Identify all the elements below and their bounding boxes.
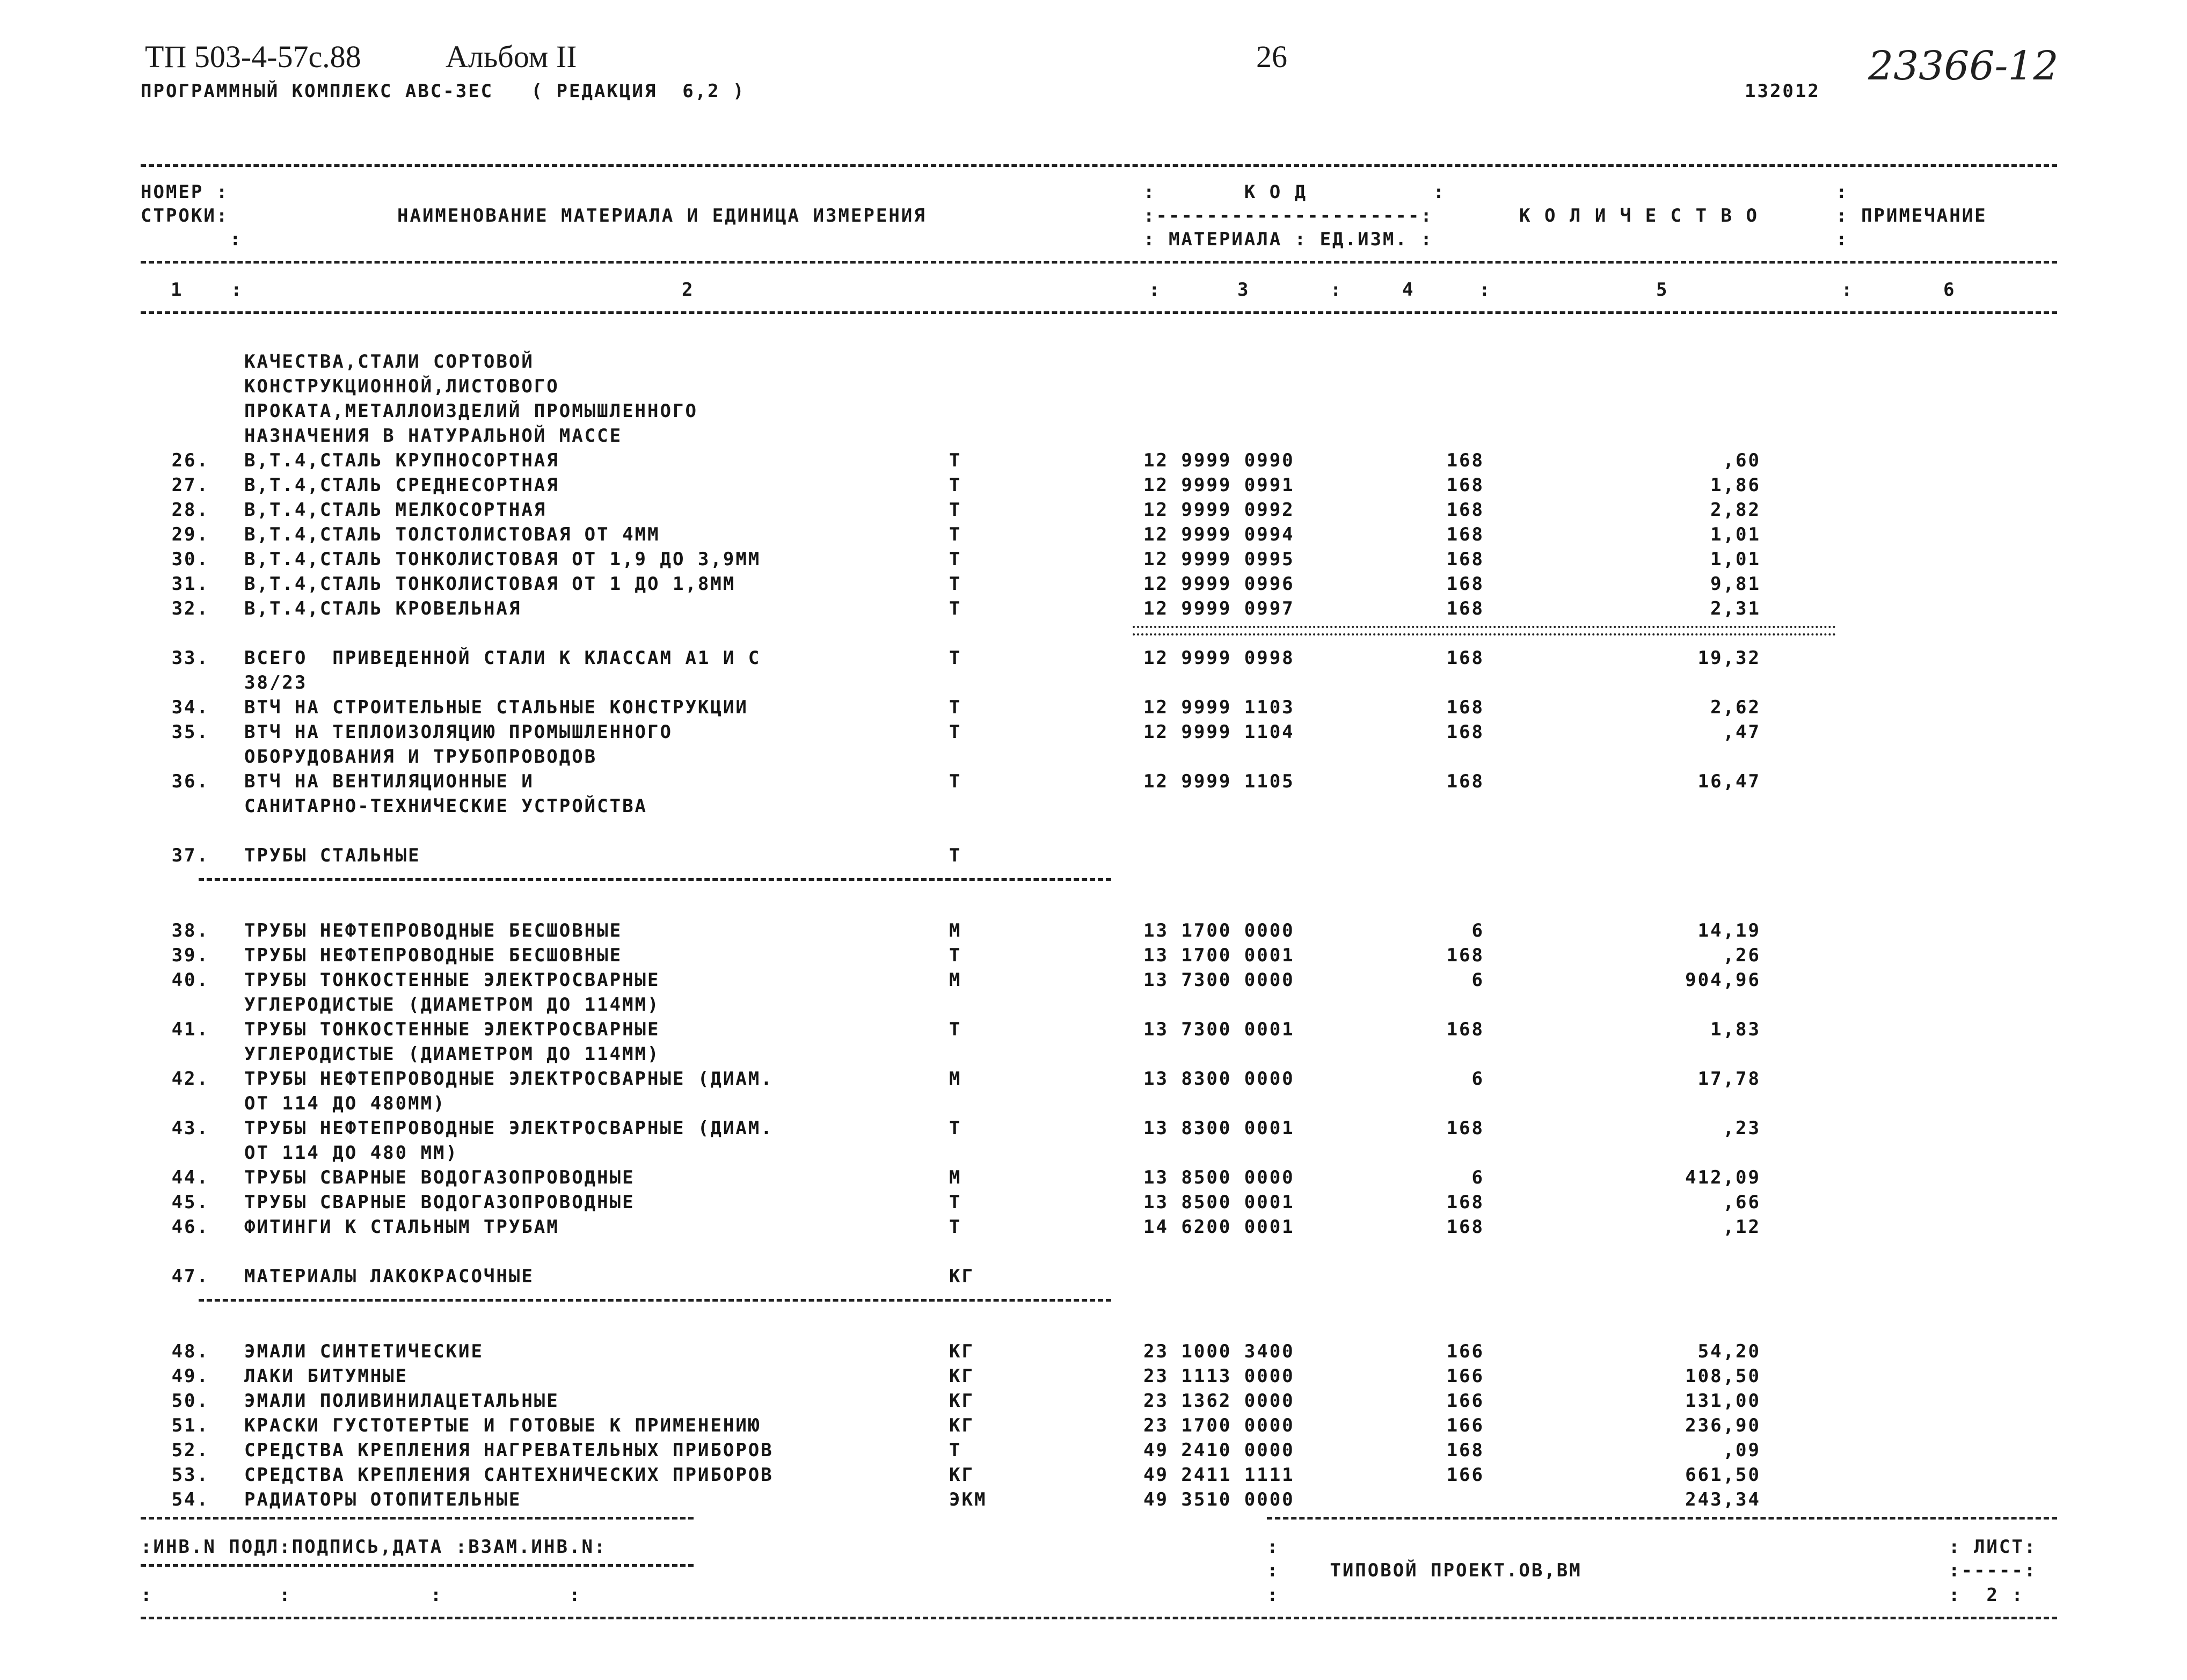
col-sep: : [1479,279,1492,301]
material-name-cont: УГЛЕРОДИСТЫЕ (ДИАМЕТРОМ ДО 114ММ) [244,994,660,1016]
quantity: ,23 [1723,1117,1761,1139]
col-sep: : [1149,279,1162,301]
material-name: В,Т.4,СТАЛЬ СРЕДНЕСОРТНАЯ [244,474,559,496]
material-code: 13 8300 0001 [1143,1117,1295,1139]
unit-code: 168 [1446,697,1484,718]
material-code: 12 9999 0995 [1143,549,1295,570]
footer-bottom-rule [141,1617,2057,1619]
unit: Т [949,647,962,669]
material-code: 13 1700 0000 [1143,920,1295,941]
unit-code: 166 [1446,1365,1484,1387]
row-number: 43. [171,1117,209,1139]
unit-code: 168 [1446,549,1484,570]
unit-code: 166 [1446,1390,1484,1412]
unit: Т [949,721,962,743]
page-number: 26 [1256,39,1287,74]
material-code: 13 8300 0000 [1143,1068,1295,1090]
header-bottom-rule [141,311,2057,314]
quantity: ,47 [1723,721,1761,743]
unit: КГ [949,1365,974,1387]
group-rule [199,1299,1111,1302]
table-row [0,524,2187,549]
quantity: ,66 [1723,1192,1761,1213]
quantity: 2,62 [1710,697,1761,718]
quantity: ,60 [1723,450,1761,471]
table-row [0,647,2187,672]
unit: Т [949,1117,962,1139]
intro-text-line: КОНСТРУКЦИОННОЙ,ЛИСТОВОГО [244,376,559,397]
handwritten-number: 23366-12 [1868,43,2059,89]
stamp-mid-rule [141,1564,694,1567]
material-code: 13 7300 0001 [1143,1019,1295,1040]
material-code: 23 1000 3400 [1143,1341,1295,1362]
row-number: 35. [171,721,209,743]
unit: М [949,920,962,941]
row-number: 51. [171,1415,209,1436]
row-number: 37. [171,845,209,866]
material-name: ВТЧ НА ТЕПЛОИЗОЛЯЦИЮ ПРОМЫШЛЕННОГО [244,721,673,743]
quantity: 16,47 [1697,771,1761,792]
unit: Т [949,697,962,718]
unit-code: 168 [1446,573,1484,595]
unit: ЭКМ [949,1489,987,1510]
quantity: 1,01 [1710,524,1761,545]
unit: Т [949,771,962,792]
unit-code: 168 [1446,499,1484,521]
material-name: ТРУБЫ НЕФТЕПРОВОДНЫЕ БЕСШОВНЫЕ [244,945,623,966]
table-row [0,1216,2187,1241]
row-number: 26. [171,450,209,471]
col-number-3: 3 [1237,279,1250,301]
row-number: 36. [171,771,209,792]
row-number: 46. [171,1216,209,1238]
intro-text-line: ПРОКАТА,МЕТАЛЛОИЗДЕЛИЙ ПРОМЫШЛЕННОГО [244,400,698,422]
material-name: В,Т.4,СТАЛЬ КРУПНОСОРТНАЯ [244,450,559,471]
table-row [0,1464,2187,1489]
row-number: 28. [171,499,209,521]
row-number: 41. [171,1019,209,1040]
header-mid-rule [141,261,2057,264]
material-name: В,Т.4,СТАЛЬ ТОНКОЛИСТОВАЯ ОТ 1,9 ДО 3,9ММ [244,549,761,570]
material-name: ТРУБЫ СВАРНЫЕ ВОДОГАЗОПРОВОДНЫЕ [244,1192,635,1213]
quantity: 2,82 [1710,499,1761,521]
quantity: 9,81 [1710,573,1761,595]
col-number-1: 1 [171,279,184,301]
table-row [0,945,2187,969]
unit: М [949,1068,962,1090]
stamp-labels: :ИНВ.N ПОДЛ:ПОДПИСЬ,ДАТА :ВЗАМ.ИНВ.N: [141,1536,607,1558]
table-row-continuation [0,672,2187,697]
col-sep: : [231,279,244,301]
unit: КГ [949,1341,974,1362]
quantity: 904,96 [1685,969,1761,991]
material-code: 12 9999 0991 [1143,474,1295,496]
row-number: 52. [171,1440,209,1461]
material-name-cont: ОТ 114 ДО 480ММ) [244,1093,446,1114]
table-row [0,450,2187,474]
col-number-6: 6 [1943,279,1956,301]
unit: Т [949,499,962,521]
table-row [0,573,2187,598]
unit: Т [949,598,962,619]
album-label: Альбом II [446,39,577,74]
table-row [0,499,2187,524]
material-name: КРАСКИ ГУСТОТЕРТЫЕ И ГОТОВЫЕ К ПРИМЕНЕНИЮ [244,1415,761,1436]
table-row [0,1365,2187,1390]
table-row [0,1117,2187,1142]
quantity: 1,01 [1710,549,1761,570]
material-code: 23 1362 0000 [1143,1390,1295,1412]
unit-code: 168 [1446,1117,1484,1139]
unit-code: 166 [1446,1415,1484,1436]
table-row [0,920,2187,945]
project-title: : ТИПОВОЙ ПРОЕКТ.ОВ,ВМ [1267,1560,1582,1581]
material-code: 23 1113 0000 [1143,1365,1295,1387]
quantity: 412,09 [1685,1167,1761,1188]
table-row-continuation [0,1093,2187,1117]
material-name: РАДИАТОРЫ ОТОПИТЕЛЬНЫЕ [244,1489,522,1510]
quantity: 661,50 [1685,1464,1761,1486]
table-row-continuation [0,994,2187,1019]
table-row [0,845,2187,870]
quantity: ,09 [1723,1440,1761,1461]
table-row [0,1167,2187,1192]
table-row-continuation [0,1043,2187,1068]
row-number: 29. [171,524,209,545]
header-name: НАИМЕНОВАНИЕ МАТЕРИАЛА И ЕДИНИЦА ИЗМЕРЕНИЯ [397,205,927,227]
material-name: В,Т.4,СТАЛЬ МЕЛКОСОРТНАЯ [244,499,547,521]
unit: Т [949,450,962,471]
material-code: 14 6200 0001 [1143,1216,1295,1238]
quantity: 108,50 [1685,1365,1761,1387]
material-code: 13 7300 0000 [1143,969,1295,991]
table-row-continuation [0,746,2187,771]
unit-code: 168 [1446,771,1484,792]
material-code: 49 2410 0000 [1143,1440,1295,1461]
unit-code: 168 [1446,598,1484,619]
header-row-no-3: : [230,229,243,250]
col-number-5: 5 [1656,279,1669,301]
material-code: 12 9999 0992 [1143,499,1295,521]
unit: КГ [949,1464,974,1486]
unit-code: 168 [1446,450,1484,471]
header-note-colon-top: : [1836,181,1849,203]
row-number: 38. [171,920,209,941]
software-line: ПРОГРАММНЫЙ КОМПЛЕКС АВС-3ЕС ( РЕДАКЦИЯ 6,2 ) [141,81,746,102]
material-code: 12 9999 0996 [1143,573,1295,595]
quantity: 14,19 [1697,920,1761,941]
unit-code: 168 [1446,945,1484,966]
row-number: 32. [171,598,209,619]
unit-code: 166 [1446,1464,1484,1486]
material-name: В,Т.4,СТАЛЬ ТОНКОЛИСТОВАЯ ОТ 1 ДО 1,8ММ [244,573,736,595]
material-name: СРЕДСТВА КРЕПЛЕНИЯ САНТЕХНИЧЕСКИХ ПРИБОРОВ [244,1464,774,1486]
row-number: 54. [171,1489,209,1510]
table-row-continuation [0,795,2187,820]
quantity: 1,83 [1710,1019,1761,1040]
row-number: 27. [171,474,209,496]
row-number: 48. [171,1341,209,1362]
quantity: 131,00 [1685,1390,1761,1412]
header-row-no-2: СТРОКИ: [141,205,229,227]
material-code: 49 2411 1111 [1143,1464,1295,1486]
unit-code: 168 [1446,647,1484,669]
material-name: В,Т.4,СТАЛЬ КРОВЕЛЬНАЯ [244,598,522,619]
material-code: 12 9999 0990 [1143,450,1295,471]
material-code: 49 3510 0000 [1143,1489,1295,1510]
quantity: 243,34 [1685,1489,1761,1510]
table-row [0,598,2187,623]
footer-right-top-rule [1267,1517,2057,1520]
intro-text-line: КАЧЕСТВА,СТАЛИ СОРТОВОЙ [244,351,534,372]
unit: Т [949,549,962,570]
project-colon-top: : [1267,1536,1280,1558]
row-number: 53. [171,1464,209,1486]
unit: Т [949,845,962,866]
header-code-bottom: : МАТЕРИАЛА : ЕД.ИЗМ. : [1143,229,1433,250]
material-code: 12 9999 1103 [1143,697,1295,718]
quantity: 236,90 [1685,1415,1761,1436]
material-code: 12 9999 0997 [1143,598,1295,619]
sheet-number: : 2 : [1949,1584,2024,1606]
material-name: ВТЧ НА СТРОИТЕЛЬНЫЕ СТАЛЬНЫЕ КОНСТРУКЦИИ [244,697,748,718]
quantity: 19,32 [1697,647,1761,669]
unit-code: 168 [1446,524,1484,545]
unit: Т [949,524,962,545]
material-name: МАТЕРИАЛЫ ЛАКОКРАСОЧНЫЕ [244,1266,534,1287]
material-name: ВТЧ НА ВЕНТИЛЯЦИОННЫЕ И [244,771,534,792]
table-row [0,771,2187,795]
unit-code: 168 [1446,1192,1484,1213]
unit: Т [949,573,962,595]
header-note: : ПРИМЕЧАНИЕ [1836,205,1987,227]
material-name-cont: ОТ 114 ДО 480 ММ) [244,1142,458,1164]
col-number-4: 4 [1402,279,1415,301]
table-row [0,1068,2187,1093]
header-code-mid: :---------------------: [1143,205,1433,227]
unit-code: 6 [1471,1068,1484,1090]
unit: Т [949,1216,962,1238]
unit: Т [949,1440,962,1461]
material-name: ЭМАЛИ СИНТЕТИЧЕСКИЕ [244,1341,484,1362]
table-row [0,1341,2187,1365]
sheet-label: : ЛИСТ: [1949,1536,2037,1558]
unit-code: 168 [1446,474,1484,496]
row-number: 39. [171,945,209,966]
unit: КГ [949,1390,974,1412]
table-row [0,1489,2187,1514]
header-row-no-1: НОМЕР : [141,181,229,203]
unit: М [949,1167,962,1188]
col-sep: : [1841,279,1854,301]
table-row [0,1266,2187,1290]
material-code: 12 9999 0998 [1143,647,1295,669]
table-top-rule [141,164,2057,167]
material-name: ТРУБЫ СТАЛЬНЫЕ [244,845,421,866]
material-code: 12 9999 1104 [1143,721,1295,743]
quantity: 2,31 [1710,598,1761,619]
footer-left-top-rule [141,1517,694,1520]
row-number: 42. [171,1068,209,1090]
row-number: 49. [171,1365,209,1387]
subtotal-double-rule [1133,626,1836,636]
material-name: ТРУБЫ СВАРНЫЕ ВОДОГАЗОПРОВОДНЫЕ [244,1167,635,1188]
material-name: ВСЕГО ПРИВЕДЕННОЙ СТАЛИ К КЛАССАМ А1 И С [244,647,761,669]
material-code: 13 8500 0001 [1143,1192,1295,1213]
material-code: 23 1700 0000 [1143,1415,1295,1436]
table-row [0,1390,2187,1415]
material-code: 13 1700 0001 [1143,945,1295,966]
table-row [0,969,2187,994]
material-code: 13 8500 0000 [1143,1167,1295,1188]
unit: Т [949,1192,962,1213]
material-name: ТРУБЫ ТОНКОСТЕННЫЕ ЭЛЕКТРОСВАРНЫЕ [244,1019,660,1040]
header-quantity: К О Л И Ч Е С Т В О [1519,205,1759,227]
table-row-continuation [0,1142,2187,1167]
table-row [0,697,2187,721]
table-row [0,721,2187,746]
unit-code: 6 [1471,969,1484,991]
row-number: 34. [171,697,209,718]
col-number-2: 2 [682,279,695,301]
material-name-cont: ОБОРУДОВАНИЯ И ТРУБОПРОВОДОВ [244,746,597,768]
unit-code: 166 [1446,1341,1484,1362]
material-name-cont: 38/23 [244,672,308,693]
material-name-cont: УГЛЕРОДИСТЫЕ (ДИАМЕТРОМ ДО 114ММ) [244,1043,660,1065]
table-row [0,549,2187,573]
material-name: ЭМАЛИ ПОЛИВИНИЛАЦЕТАЛЬНЫЕ [244,1390,559,1412]
material-name: ТРУБЫ ТОНКОСТЕННЫЕ ЭЛЕКТРОСВАРНЫЕ [244,969,660,991]
quantity: 1,86 [1710,474,1761,496]
unit: Т [949,474,962,496]
table-row [0,474,2187,499]
unit-code: 6 [1471,920,1484,941]
unit: Т [949,945,962,966]
header-note-colon-bottom: : [1836,229,1849,250]
row-number: 44. [171,1167,209,1188]
quantity: ,26 [1723,945,1761,966]
unit: М [949,969,962,991]
material-name: СРЕДСТВА КРЕПЛЕНИЯ НАГРЕВАТЕЛЬНЫХ ПРИБОРОВ [244,1440,774,1461]
material-name: ТРУБЫ НЕФТЕПРОВОДНЫЕ ЭЛЕКТРОСВАРНЫЕ (ДИАМ. [244,1117,774,1139]
table-row [0,1192,2187,1216]
material-name: В,Т.4,СТАЛЬ ТОЛСТОЛИСТОВАЯ ОТ 4ММ [244,524,660,545]
unit-code: 168 [1446,1440,1484,1461]
col-sep: : [1330,279,1343,301]
table-row [0,1415,2187,1440]
row-number: 45. [171,1192,209,1213]
sheet-separator: :-----: [1949,1560,2037,1581]
material-name: ЛАКИ БИТУМНЫЕ [244,1365,409,1387]
unit: Т [949,1019,962,1040]
group-rule [199,878,1111,881]
unit-code: 168 [1446,1216,1484,1238]
header-code-top: : К О Д : [1143,181,1446,203]
quantity: ,12 [1723,1216,1761,1238]
row-number: 31. [171,573,209,595]
material-name: ТРУБЫ НЕФТЕПРОВОДНЫЕ БЕСШОВНЫЕ [244,920,623,941]
material-name: ТРУБЫ НЕФТЕПРОВОДНЫЕ ЭЛЕКТРОСВАРНЫЕ (ДИАМ. [244,1068,774,1090]
material-name: ФИТИНГИ К СТАЛЬНЫМ ТРУБАМ [244,1216,559,1238]
unit-code: 168 [1446,1019,1484,1040]
material-code: 12 9999 0994 [1143,524,1295,545]
unit: КГ [949,1266,974,1287]
document-code: ТП 503-4-57с.88 [145,39,361,74]
unit-code: 168 [1446,721,1484,743]
row-number: 40. [171,969,209,991]
project-colon-bottom: : [1267,1584,1280,1606]
material-name-cont: САНИТАРНО-ТЕХНИЧЕСКИЕ УСТРОЙСТВА [244,795,648,817]
unit-code: 6 [1471,1167,1484,1188]
table-row [0,1440,2187,1464]
row-number: 50. [171,1390,209,1412]
unit: КГ [949,1415,974,1436]
table-row [0,1019,2187,1043]
row-number: 47. [171,1266,209,1287]
material-code: 12 9999 1105 [1143,771,1295,792]
stamp-empty-cells: : : : : [141,1584,582,1606]
intro-text-line: НАЗНАЧЕНИЯ В НАТУРАЛЬНОЙ МАССЕ [244,425,623,447]
program-number: 132012 [1745,81,1820,102]
row-number: 33. [171,647,209,669]
quantity: 54,20 [1697,1341,1761,1362]
row-number: 30. [171,549,209,570]
quantity: 17,78 [1697,1068,1761,1090]
